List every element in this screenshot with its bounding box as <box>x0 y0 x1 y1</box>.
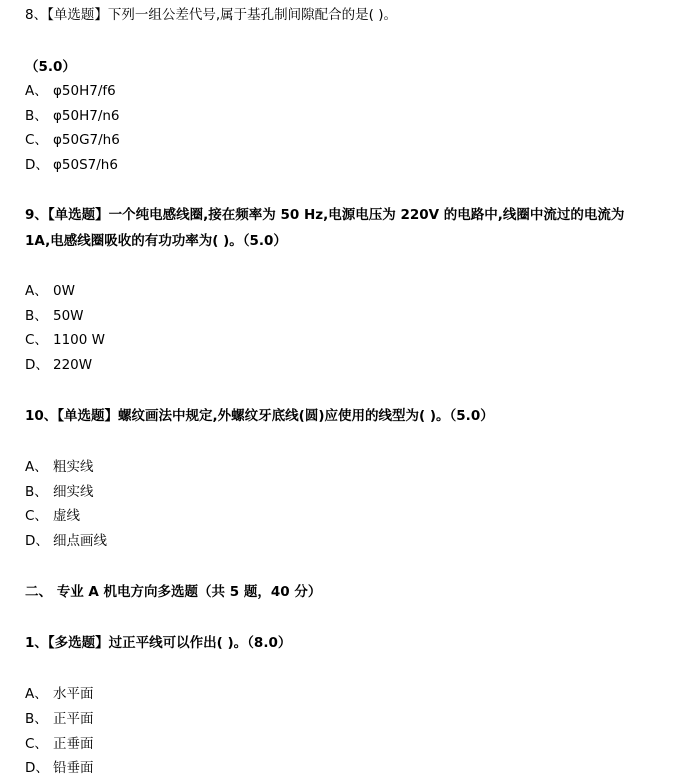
option-text: φ50H7/n6 <box>53 108 120 124</box>
option-text: 粗实线 <box>53 459 94 475</box>
option-key: A、 <box>25 459 48 475</box>
option-text: 细点画线 <box>53 533 107 549</box>
question-8-option-a[interactable] <box>25 81 116 101</box>
option-text: 正平面 <box>53 711 94 727</box>
multi-question-1-option-c[interactable] <box>25 734 94 754</box>
option-key: C、 <box>25 332 48 348</box>
option-key: D、 <box>25 157 49 173</box>
option-text: 虚线 <box>53 508 80 524</box>
multi-question-1-option-d[interactable] <box>25 758 94 778</box>
option-text: 细实线 <box>53 484 94 500</box>
question-9-title-line1: 9、【单选题】一个纯电感线圈,接在频率为 50 Hz,电源电压为 220V 的电路中,线圈中流过的电流为 <box>25 207 625 223</box>
question-9-option-c[interactable] <box>25 330 105 350</box>
option-text: 水平面 <box>53 686 94 702</box>
option-text: 50W <box>53 308 84 324</box>
option-text: φ50H7/f6 <box>53 83 116 99</box>
question-8-score: （5.0） <box>25 59 76 75</box>
question-9-option-a[interactable] <box>25 281 75 301</box>
question-9-option-b[interactable] <box>25 306 84 326</box>
section-heading: 二、 专业 A 机电方向多选题（共 5 题，40 分） <box>25 584 322 600</box>
option-key: D、 <box>25 357 49 373</box>
multi-question-1-option-b[interactable] <box>25 709 94 729</box>
option-key: A、 <box>25 283 48 299</box>
question-8-option-b[interactable] <box>25 106 120 126</box>
question-10-option-b[interactable] <box>25 482 94 502</box>
question-8-option-c[interactable] <box>25 130 120 150</box>
option-key: B、 <box>25 308 48 324</box>
option-key: B、 <box>25 108 48 124</box>
option-text: 220W <box>53 357 93 373</box>
option-text: 正垂面 <box>53 736 94 752</box>
question-10-option-a[interactable] <box>25 457 94 477</box>
question-8-title: 8、【单选题】下列一组公差代号,属于基孔制间隙配合的是( )。 <box>25 7 397 23</box>
question-9-title-line2: 1A,电感线圈吸收的有功功率为( )。（5.0） <box>25 233 287 249</box>
option-text: 铅垂面 <box>53 760 94 776</box>
option-text: 1100 W <box>53 332 105 348</box>
option-key: B、 <box>25 484 48 500</box>
option-key: A、 <box>25 83 48 99</box>
question-10-option-c[interactable] <box>25 506 80 526</box>
option-text: 0W <box>53 283 75 299</box>
option-key: D、 <box>25 533 49 549</box>
question-10-option-d[interactable] <box>25 531 107 551</box>
option-key: C、 <box>25 132 48 148</box>
question-8-option-d[interactable] <box>25 155 118 175</box>
option-text: φ50G7/h6 <box>53 132 120 148</box>
multi-question-1-title: 1、【多选题】过正平线可以作出( )。（8.0） <box>25 635 292 651</box>
option-key: D、 <box>25 760 49 776</box>
option-text: φ50S7/h6 <box>53 157 118 173</box>
multi-question-1-option-a[interactable] <box>25 684 94 704</box>
question-10-title: 10、【单选题】螺纹画法中规定,外螺纹牙底线(圆)应使用的线型为( )。（5.0） <box>25 408 494 424</box>
option-key: C、 <box>25 508 48 524</box>
option-key: C、 <box>25 736 48 752</box>
question-9-option-d[interactable] <box>25 355 92 375</box>
option-key: A、 <box>25 686 48 702</box>
option-key: B、 <box>25 711 48 727</box>
